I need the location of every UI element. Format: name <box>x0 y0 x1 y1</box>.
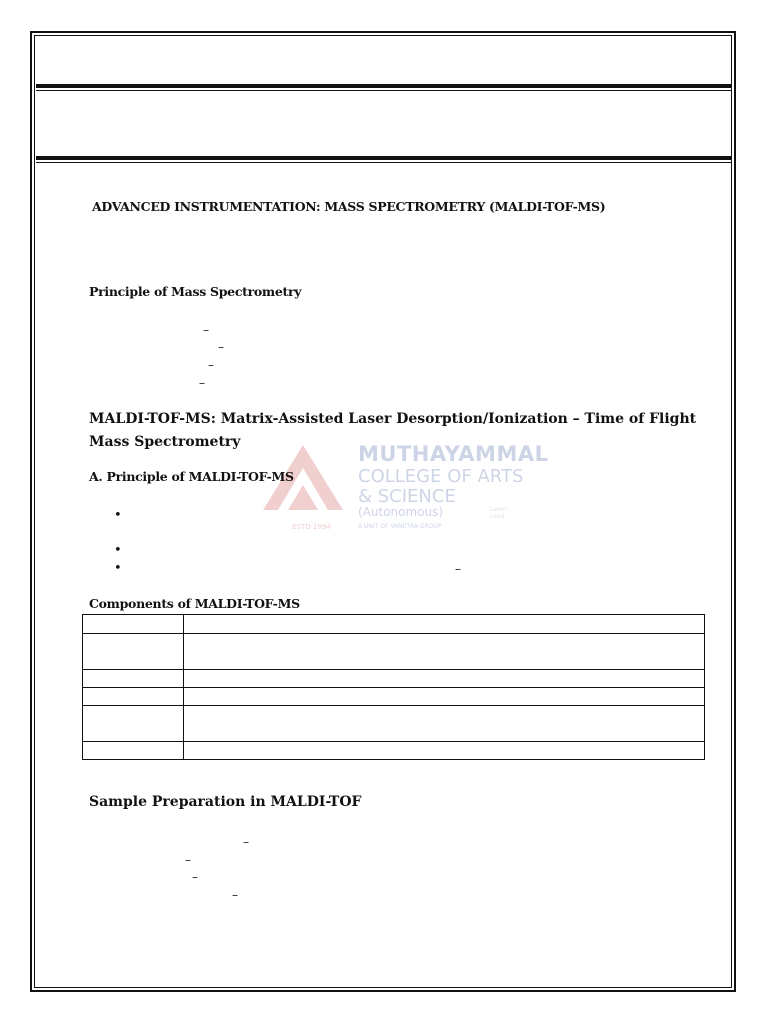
watermark-college-line2: COLLEGE OF ARTS <box>358 466 524 487</box>
bullet-marker: • <box>114 543 122 558</box>
watermark-college-name: MUTHAYAMMAL <box>358 442 549 466</box>
dash-marker: – <box>218 340 224 354</box>
sample-prep-heading: Sample Preparation in MALDI-TOF <box>89 794 362 810</box>
bullet-marker: • <box>114 561 122 576</box>
dash-marker: – <box>203 323 209 337</box>
document-title: ADVANCED INSTRUMENTATION: MASS SPECTROMETRY (MALDI-TOF-MS) <box>92 199 606 214</box>
college-watermark <box>258 440 549 540</box>
dash-marker: – <box>455 562 461 576</box>
dash-marker: – <box>185 853 191 867</box>
header-rule-bottom-thin <box>36 162 732 163</box>
table-row <box>83 706 705 742</box>
dash-marker: – <box>208 358 214 372</box>
table-cell <box>184 634 705 670</box>
header-rule-top-thin <box>36 90 732 91</box>
table-row <box>83 634 705 670</box>
table-cell <box>184 706 705 742</box>
watermark-unit: A UNIT OF VANETRA GROUP <box>358 523 442 530</box>
table-cell <box>184 742 705 760</box>
table-cell <box>83 688 184 706</box>
dash-marker: – <box>232 888 238 902</box>
table-cell <box>83 634 184 670</box>
watermark-estd: ESTD-1994 <box>292 523 331 531</box>
table-cell <box>184 670 705 688</box>
watermark-autonomous: (Autonomous) <box>358 505 444 519</box>
table-row <box>83 742 705 760</box>
watermark-tagline <box>490 506 509 520</box>
principle-maldi-heading: A. Principle of MALDI-TOF-MS <box>89 469 294 484</box>
bullet-marker: • <box>114 508 122 523</box>
table-row <box>83 615 705 634</box>
header-rule-top-thick <box>36 84 732 88</box>
dash-marker: – <box>199 376 205 390</box>
table-cell <box>184 688 705 706</box>
table-row <box>83 688 705 706</box>
table-cell <box>184 615 705 634</box>
watermark-college-line3: & SCIENCE <box>358 486 456 507</box>
components-heading: Components of MALDI-TOF-MS <box>89 596 300 611</box>
maldi-heading-line2: Mass Spectrometry <box>89 434 241 450</box>
table-cell <box>83 615 184 634</box>
components-table <box>82 614 705 760</box>
header-rule-bottom-thick <box>36 156 732 160</box>
watermark-tagline-lead: Lead. <box>490 513 507 520</box>
principle-ms-heading: Principle of Mass Spectrometry <box>89 284 302 299</box>
maldi-heading-line1: MALDI-TOF-MS: Matrix-Assisted Laser Desorption/Ionization – Time of Flight <box>89 411 697 427</box>
dash-marker: – <box>243 835 249 849</box>
table-row <box>83 670 705 688</box>
dash-marker: – <box>192 870 198 884</box>
table-cell <box>83 742 184 760</box>
watermark-tagline-learn: Learn. <box>490 506 509 513</box>
table-cell <box>83 670 184 688</box>
table-cell <box>83 706 184 742</box>
